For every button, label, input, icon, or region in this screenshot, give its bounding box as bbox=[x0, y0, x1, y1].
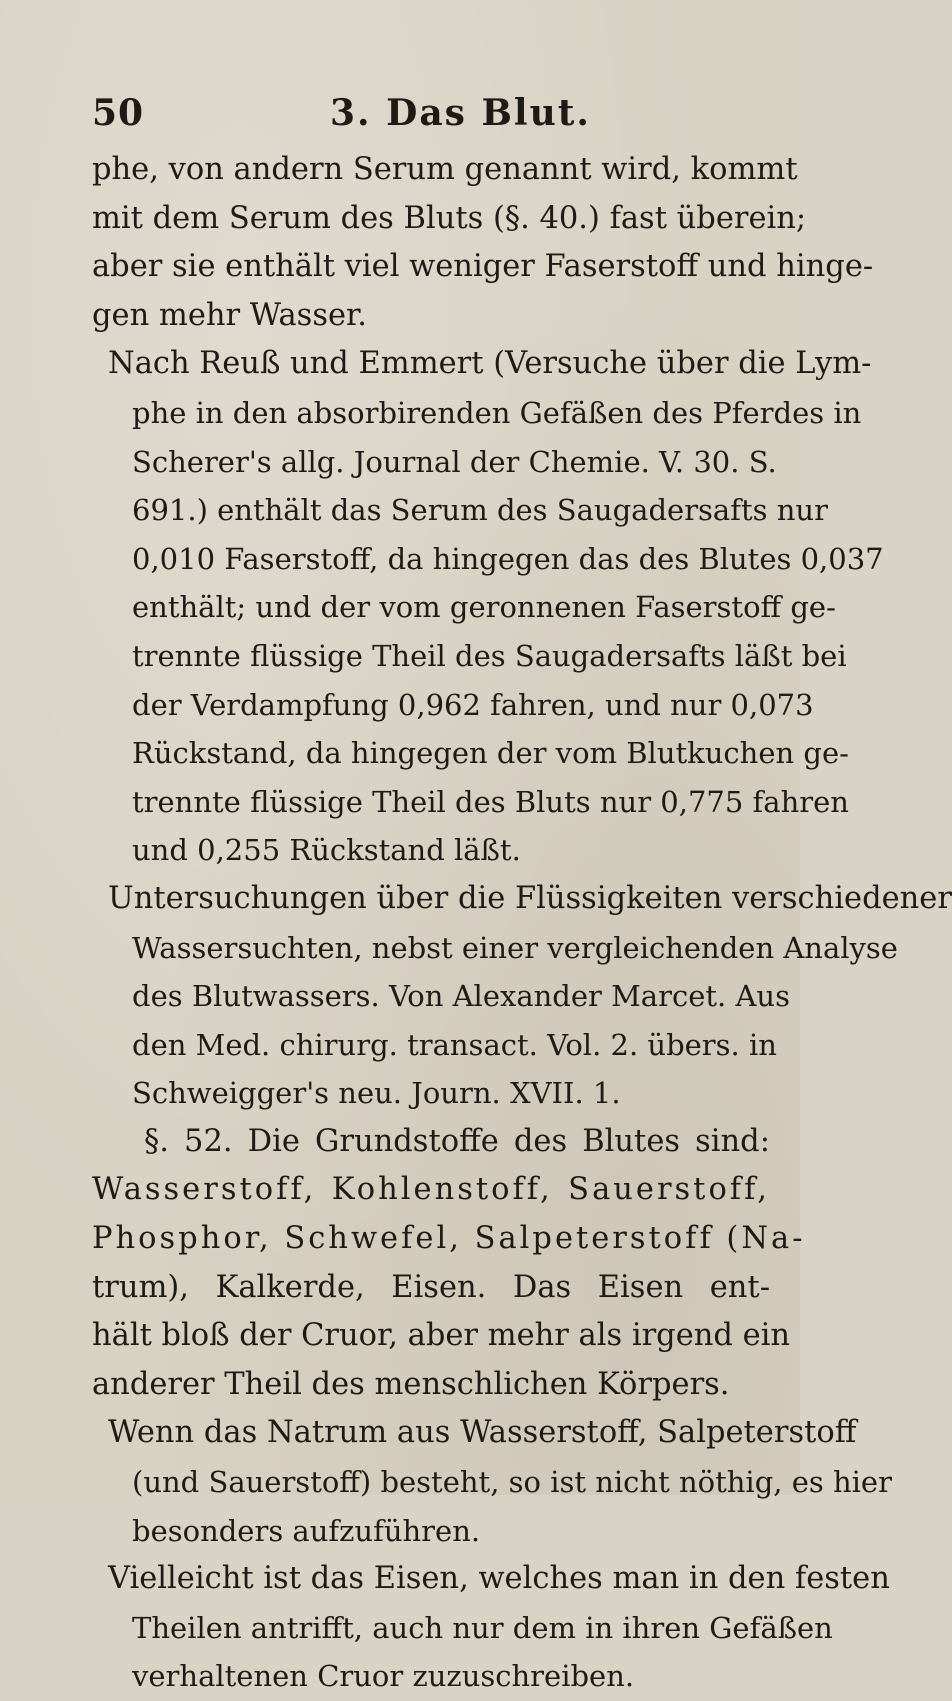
text-line: Phosphor, Schwefel, Salpeterstoff (Na- bbox=[92, 1221, 806, 1257]
note-line: Wenn das Natrum aus Wasserstoff, Salpeterstoff bbox=[108, 1415, 857, 1451]
section-heading-line: §. 52. Die Grundstoffe des Blutes sind: bbox=[144, 1123, 770, 1159]
note-line: Theilen antrifft, auch nur dem in ihren Gefäßen bbox=[132, 1610, 833, 1645]
text-line: anderer Theil des menschlichen Körpers. bbox=[92, 1366, 730, 1402]
note-line: (und Sauerstoff) besteht, so ist nicht nöthig, es hier bbox=[132, 1465, 892, 1500]
note-line: Scherer's allg. Journal der Chemie. V. 30. S. bbox=[132, 444, 777, 479]
text-line: phe, von andern Serum genannt wird, kommt bbox=[92, 152, 798, 187]
text-line: aber sie enthält viel weniger Faserstoff und hinge- bbox=[92, 249, 874, 285]
text-line: trum), Kalkerde, Eisen. Das Eisen ent- bbox=[92, 1269, 770, 1305]
note-line: trennte flüssige Theil des Saugadersafts läßt bei bbox=[132, 638, 847, 673]
note-line: 691.) enthält das Serum des Saugadersafts nur bbox=[132, 493, 828, 528]
note-line: besonders aufzuführen. bbox=[132, 1513, 481, 1548]
text-line: hält bloß der Cruor, aber mehr als irgend ein bbox=[92, 1318, 791, 1354]
page-body bbox=[92, 146, 952, 1701]
note-line: 0,010 Faserstoff, da hingegen das des Blutes 0,037 bbox=[132, 541, 884, 576]
text-line: gen mehr Wasser. bbox=[92, 297, 367, 333]
note-line: Wassersuchten, nebst einer vergleichenden Analyse bbox=[132, 930, 898, 965]
running-head bbox=[92, 92, 756, 136]
note-line: Schweigger's neu. Journ. XVII. 1. bbox=[132, 1076, 621, 1111]
note-line: phe in den absorbirenden Gefäßen des Pferdes in bbox=[132, 395, 862, 430]
note-line: Untersuchungen über die Flüssigkeiten verschiedener bbox=[108, 880, 952, 916]
note-line: trennte flüssige Theil des Bluts nur 0,775 fahren bbox=[132, 784, 849, 819]
note-line: Nach Reuß und Emmert (Versuche über die Lym- bbox=[108, 346, 872, 382]
note-line: verhaltenen Cruor zuzuschreiben. bbox=[132, 1659, 635, 1694]
note-line: Rückstand, da hingegen der vom Blutkuchen ge- bbox=[132, 736, 849, 771]
page-number: 50 bbox=[92, 92, 145, 134]
note-line: der Verdampfung 0,962 fahren, und nur 0,073 bbox=[132, 687, 814, 722]
running-title: 3. Das Blut. bbox=[330, 92, 591, 134]
text-line: Wasserstoff, Kohlenstoff, Sauerstoff, bbox=[92, 1172, 770, 1208]
note-line: enthält; und der vom geronnenen Faserstoff ge- bbox=[132, 590, 836, 625]
note-line: Vielleicht ist das Eisen, welches man in den festen bbox=[108, 1561, 890, 1597]
text-line: mit dem Serum des Bluts (§. 40.) fast überein; bbox=[92, 200, 807, 236]
note-line: und 0,255 Rückstand läßt. bbox=[132, 833, 521, 868]
note-line: des Blutwassers. Von Alexander Marcet. Aus bbox=[132, 979, 790, 1014]
note-line: den Med. chirurg. transact. Vol. 2. übers. in bbox=[132, 1027, 777, 1062]
